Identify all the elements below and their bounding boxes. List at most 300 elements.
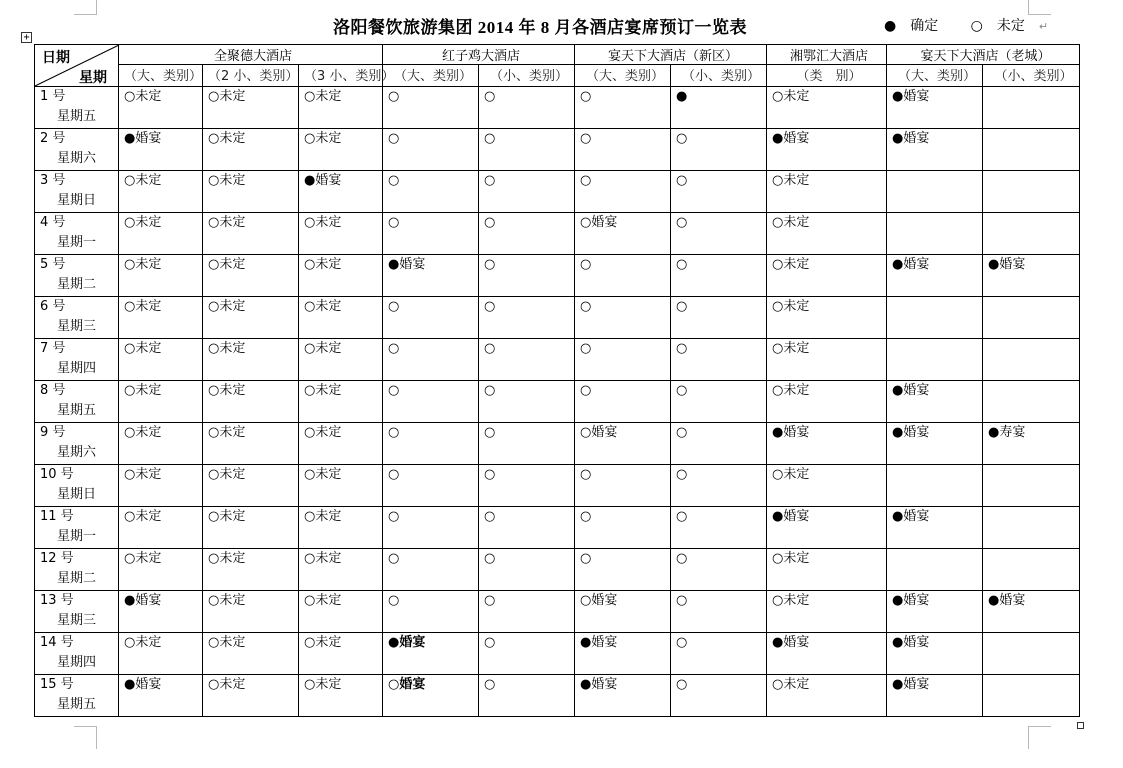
booking-status: ○ [388,89,400,104]
booking-status: ●婚宴 [304,173,342,188]
booking-cell[interactable] [887,423,983,465]
booking-status: ○ [388,131,400,146]
table-resize-handle[interactable] [1077,722,1084,729]
booking-status: ○未定 [304,89,342,104]
booking-cell[interactable] [383,255,479,297]
booking-cell[interactable] [383,465,479,507]
table-row [35,129,1080,171]
booking-status: ○ [676,467,688,482]
weekday-label: 星期四 [57,361,97,376]
booking-status: ○未定 [304,677,342,692]
booking-cell[interactable] [299,339,383,381]
booking-cell[interactable] [671,591,767,633]
category-subheader: （类 别） [767,65,887,87]
date-cell [35,339,119,381]
booking-status: ○ [580,173,592,188]
booking-cell[interactable] [383,171,479,213]
booking-cell[interactable] [299,381,383,423]
booking-status: ○未定 [208,509,246,524]
booking-cell[interactable] [383,381,479,423]
table-row [35,381,1080,423]
booking-cell[interactable] [767,465,887,507]
booking-cell[interactable] [383,591,479,633]
booking-status: ●婚宴 [892,131,930,146]
table-row [35,213,1080,255]
booking-cell[interactable] [119,297,203,339]
booking-status: ○ [580,467,592,482]
booking-cell[interactable] [671,507,767,549]
booking-status: ○ [388,509,400,524]
booking-cell[interactable] [983,549,1080,591]
booking-cell[interactable] [479,549,575,591]
booking-cell[interactable] [479,675,575,717]
weekday-label: 星期二 [57,277,97,292]
booking-status: ○ [484,635,496,650]
booking-status: ○ [484,383,496,398]
booking-cell[interactable] [671,381,767,423]
booking-cell[interactable] [299,423,383,465]
booking-cell[interactable] [983,171,1080,213]
booking-cell[interactable] [119,549,203,591]
booking-cell[interactable] [767,633,887,675]
booking-cell[interactable] [479,297,575,339]
booking-status: ○未定 [208,173,246,188]
booking-status: ○未定 [208,677,246,692]
booking-status: ○未定 [772,593,810,608]
booking-status: ○未定 [124,215,162,230]
booking-status: ○未定 [124,383,162,398]
booking-status: ○未定 [304,383,342,398]
booking-status: ○ [484,467,496,482]
booking-cell[interactable] [299,591,383,633]
booking-status: ○ [484,257,496,272]
booking-cell[interactable] [575,129,671,171]
booking-cell[interactable] [983,381,1080,423]
booking-cell[interactable] [575,591,671,633]
weekday-label: 星期日 [57,487,97,502]
booking-status: ○未定 [208,383,246,398]
booking-cell[interactable] [887,507,983,549]
booking-cell[interactable] [575,549,671,591]
booking-cell[interactable] [383,549,479,591]
booking-status: ●婚宴 [892,593,930,608]
weekday-label: 星期二 [57,571,97,586]
booking-cell[interactable] [299,213,383,255]
hotel-header: 宴天下大酒店（老城） [887,45,1080,65]
booking-cell[interactable] [479,507,575,549]
booking-cell[interactable] [479,633,575,675]
crop-mark [1028,0,1051,15]
booking-cell[interactable] [299,549,383,591]
booking-cell[interactable] [383,87,479,129]
booking-cell[interactable] [203,381,299,423]
booking-cell[interactable] [119,381,203,423]
booking-cell[interactable] [383,633,479,675]
category-subheader: （大、类别） [383,65,479,87]
booking-cell[interactable] [983,507,1080,549]
booking-cell[interactable] [575,339,671,381]
booking-cell[interactable] [575,87,671,129]
booking-cell[interactable] [575,297,671,339]
booking-cell[interactable] [887,213,983,255]
booking-cell[interactable] [671,633,767,675]
booking-status: ○ [580,509,592,524]
booking-cell[interactable] [887,255,983,297]
booking-status: ○ [484,677,496,692]
booking-cell[interactable] [203,129,299,171]
booking-status: ○未定 [124,425,162,440]
legend [884,15,1076,35]
booking-cell[interactable] [575,465,671,507]
booking-cell[interactable] [575,213,671,255]
booking-cell[interactable] [767,591,887,633]
booking-cell[interactable] [119,633,203,675]
booking-status: ○未定 [304,299,342,314]
weekday-label: 星期四 [57,655,97,670]
hotel-header: 全聚德大酒店 [119,45,383,65]
booking-cell[interactable] [671,171,767,213]
corner-week-label: 星期 [79,70,107,86]
booking-cell[interactable] [299,87,383,129]
booking-cell[interactable] [203,339,299,381]
booking-cell[interactable] [383,507,479,549]
booking-status: ○未定 [208,467,246,482]
table-move-handle-icon[interactable]: + [21,32,32,43]
booking-status: ○未定 [124,467,162,482]
category-subheader: （小、类别） [983,65,1080,87]
booking-cell[interactable] [383,297,479,339]
booking-status: ○ [484,593,496,608]
booking-status: ○ [388,341,400,356]
booking-cell[interactable] [983,213,1080,255]
booking-cell[interactable] [671,465,767,507]
crop-mark [74,726,97,749]
category-subheader: （大、类别） [119,65,203,87]
booking-status: ○ [388,215,400,230]
crop-mark [1028,726,1051,749]
date-label: 5 号 [40,257,66,272]
table-row [35,87,1080,129]
booking-cell[interactable] [119,507,203,549]
booking-status: ●婚宴 [892,425,930,440]
booking-cell[interactable] [887,591,983,633]
legend-confirmed [884,18,952,34]
weekday-label: 星期五 [57,697,97,712]
booking-cell[interactable] [383,129,479,171]
booking-status: ●寿宴 [988,425,1026,440]
booking-cell[interactable] [203,465,299,507]
booking-cell[interactable] [299,465,383,507]
booking-cell[interactable] [887,465,983,507]
booking-status: ○ [676,215,688,230]
booking-status: ○ [676,677,688,692]
booking-cell[interactable] [479,465,575,507]
booking-cell[interactable] [767,213,887,255]
booking-cell[interactable] [119,339,203,381]
booking-cell[interactable] [203,255,299,297]
booking-cell[interactable] [299,633,383,675]
booking-status: ○ [580,383,592,398]
booking-cell[interactable] [671,87,767,129]
booking-status: ○未定 [208,131,246,146]
category-subheader: （大、类别） [575,65,671,87]
booking-cell[interactable] [983,87,1080,129]
booking-status: ●婚宴 [124,593,162,608]
booking-status: ○未定 [304,635,342,650]
weekday-label: 星期六 [57,445,97,460]
booking-cell[interactable] [383,339,479,381]
booking-status: ○未定 [772,677,810,692]
booking-status: ○未定 [304,425,342,440]
filled-circle-icon: ● [884,18,897,34]
booking-cell[interactable] [887,675,983,717]
date-cell [35,423,119,465]
date-cell [35,675,119,717]
booking-cell[interactable] [203,87,299,129]
booking-cell[interactable] [203,675,299,717]
booking-cell[interactable] [203,549,299,591]
booking-cell[interactable] [575,507,671,549]
booking-cell[interactable] [299,129,383,171]
booking-cell[interactable] [671,423,767,465]
booking-cell[interactable] [383,423,479,465]
booking-cell[interactable] [299,675,383,717]
booking-status: ○ [580,131,592,146]
booking-status: ●婚宴 [772,509,810,524]
date-label: 12 号 [40,551,74,566]
date-label: 4 号 [40,215,66,230]
booking-cell[interactable] [767,549,887,591]
booking-cell[interactable] [671,297,767,339]
booking-status: ○未定 [208,257,246,272]
booking-cell[interactable] [767,87,887,129]
booking-cell[interactable] [383,675,479,717]
booking-cell[interactable] [203,213,299,255]
booking-cell[interactable] [767,339,887,381]
corner-cell [35,45,119,87]
booking-cell[interactable] [575,675,671,717]
booking-cell[interactable] [887,339,983,381]
booking-status: ○ [676,383,688,398]
booking-status: ○ [484,509,496,524]
booking-cell[interactable] [119,423,203,465]
date-cell [35,591,119,633]
booking-status: ○ [580,257,592,272]
booking-cell[interactable] [479,171,575,213]
booking-cell[interactable] [119,129,203,171]
booking-cell[interactable] [767,297,887,339]
booking-status: ○未定 [772,383,810,398]
booking-status: ●婚宴 [772,131,810,146]
booking-status: ●婚宴 [892,509,930,524]
booking-cell[interactable] [479,87,575,129]
booking-status: ○ [676,341,688,356]
booking-cell[interactable] [983,297,1080,339]
booking-cell[interactable] [767,255,887,297]
booking-status: ○婚宴 [580,215,618,230]
booking-status: ○未定 [208,215,246,230]
booking-cell[interactable] [479,339,575,381]
booking-cell[interactable] [767,507,887,549]
open-circle-icon: ○ [970,18,983,34]
booking-status: ○未定 [208,551,246,566]
booking-cell[interactable] [767,381,887,423]
booking-cell[interactable] [575,633,671,675]
booking-cell[interactable] [203,633,299,675]
booking-cell[interactable] [119,87,203,129]
legend-label: 确定 [910,18,939,34]
table-row [35,675,1080,717]
booking-status: ○未定 [124,551,162,566]
booking-cell[interactable] [575,381,671,423]
table-row [35,591,1080,633]
booking-cell[interactable] [299,171,383,213]
booking-status: ○ [484,131,496,146]
category-subheader: （2 小、类别） [203,65,299,87]
booking-status: ○ [676,551,688,566]
booking-cell[interactable] [383,213,479,255]
booking-cell[interactable] [887,549,983,591]
subheader-row [35,65,1080,87]
booking-cell[interactable] [479,591,575,633]
booking-cell[interactable] [203,507,299,549]
table-row [35,633,1080,675]
booking-cell[interactable] [671,255,767,297]
booking-cell[interactable] [203,423,299,465]
booking-cell[interactable] [479,381,575,423]
booking-cell[interactable] [983,255,1080,297]
booking-cell[interactable] [119,591,203,633]
weekday-label: 星期六 [57,151,97,166]
booking-cell[interactable] [983,339,1080,381]
booking-cell[interactable] [119,465,203,507]
booking-cell[interactable] [767,129,887,171]
booking-status: ●婚宴 [892,89,930,104]
table-row [35,297,1080,339]
booking-status: ●婚宴 [988,257,1026,272]
booking-cell[interactable] [479,423,575,465]
booking-status: ○未定 [124,89,162,104]
booking-status: ●婚宴 [124,677,162,692]
booking-cell[interactable] [887,129,983,171]
booking-cell[interactable] [983,591,1080,633]
booking-cell[interactable] [887,297,983,339]
booking-cell[interactable] [767,675,887,717]
date-cell [35,213,119,255]
booking-cell[interactable] [983,423,1080,465]
hotel-header: 宴天下大酒店（新区） [575,45,767,65]
date-label: 7 号 [40,341,66,356]
booking-cell[interactable] [119,171,203,213]
booking-status: ○未定 [304,509,342,524]
booking-cell[interactable] [887,381,983,423]
booking-status: ○ [676,257,688,272]
booking-status: ○未定 [208,593,246,608]
table-row [35,465,1080,507]
booking-cell[interactable] [299,255,383,297]
booking-status: ○未定 [124,257,162,272]
booking-cell[interactable] [671,213,767,255]
booking-status: ○ [676,635,688,650]
booking-status: ○婚宴 [580,425,618,440]
booking-status: ○未定 [772,215,810,230]
booking-cell[interactable] [983,675,1080,717]
booking-cell[interactable] [479,129,575,171]
booking-cell[interactable] [983,129,1080,171]
date-label: 15 号 [40,677,74,692]
booking-cell[interactable] [887,633,983,675]
hotel-header-row [35,45,1080,65]
corner-date-label: 日期 [42,50,70,66]
booking-cell[interactable] [671,549,767,591]
date-cell [35,549,119,591]
date-cell [35,297,119,339]
booking-cell[interactable] [203,297,299,339]
booking-cell[interactable] [299,507,383,549]
booking-cell[interactable] [203,591,299,633]
booking-cell[interactable] [299,297,383,339]
booking-status: ○未定 [304,341,342,356]
weekday-label: 星期一 [57,529,97,544]
booking-status: ○ [484,215,496,230]
booking-cell[interactable] [671,129,767,171]
booking-status: ○未定 [772,467,810,482]
category-subheader: （小、类别） [671,65,767,87]
booking-status: ●婚宴 [580,635,618,650]
booking-cell[interactable] [887,87,983,129]
booking-status: ○ [676,593,688,608]
booking-status: ○ [484,341,496,356]
booking-status: ○ [676,131,688,146]
booking-cell[interactable] [671,675,767,717]
booking-status: ○ [580,551,592,566]
booking-status: ○ [484,551,496,566]
booking-cell[interactable] [575,255,671,297]
booking-cell[interactable] [575,423,671,465]
date-label: 2 号 [40,131,66,146]
booking-status: ○未定 [124,509,162,524]
booking-cell[interactable] [575,171,671,213]
booking-cell[interactable] [767,423,887,465]
date-cell [35,633,119,675]
booking-status: ○未定 [208,635,246,650]
table-row [35,339,1080,381]
booking-table [34,44,1080,717]
booking-cell[interactable] [983,465,1080,507]
booking-cell[interactable] [671,339,767,381]
weekday-label: 星期五 [57,403,97,418]
booking-cell[interactable] [479,255,575,297]
booking-status: ○ [388,551,400,566]
weekday-label: 星期三 [57,319,97,334]
booking-status: ○未定 [208,425,246,440]
booking-cell[interactable] [983,633,1080,675]
booking-status: ○ [484,89,496,104]
booking-cell[interactable] [119,255,203,297]
booking-status: ○ [580,341,592,356]
booking-cell[interactable] [479,213,575,255]
booking-status: ○ [388,383,400,398]
booking-cell[interactable] [119,213,203,255]
booking-cell[interactable] [767,171,887,213]
booking-cell[interactable] [119,675,203,717]
booking-cell[interactable] [203,171,299,213]
booking-status: ○未定 [124,299,162,314]
booking-status: ○ [484,425,496,440]
booking-cell[interactable] [887,171,983,213]
booking-status: ○未定 [304,215,342,230]
booking-status: ○未定 [208,299,246,314]
